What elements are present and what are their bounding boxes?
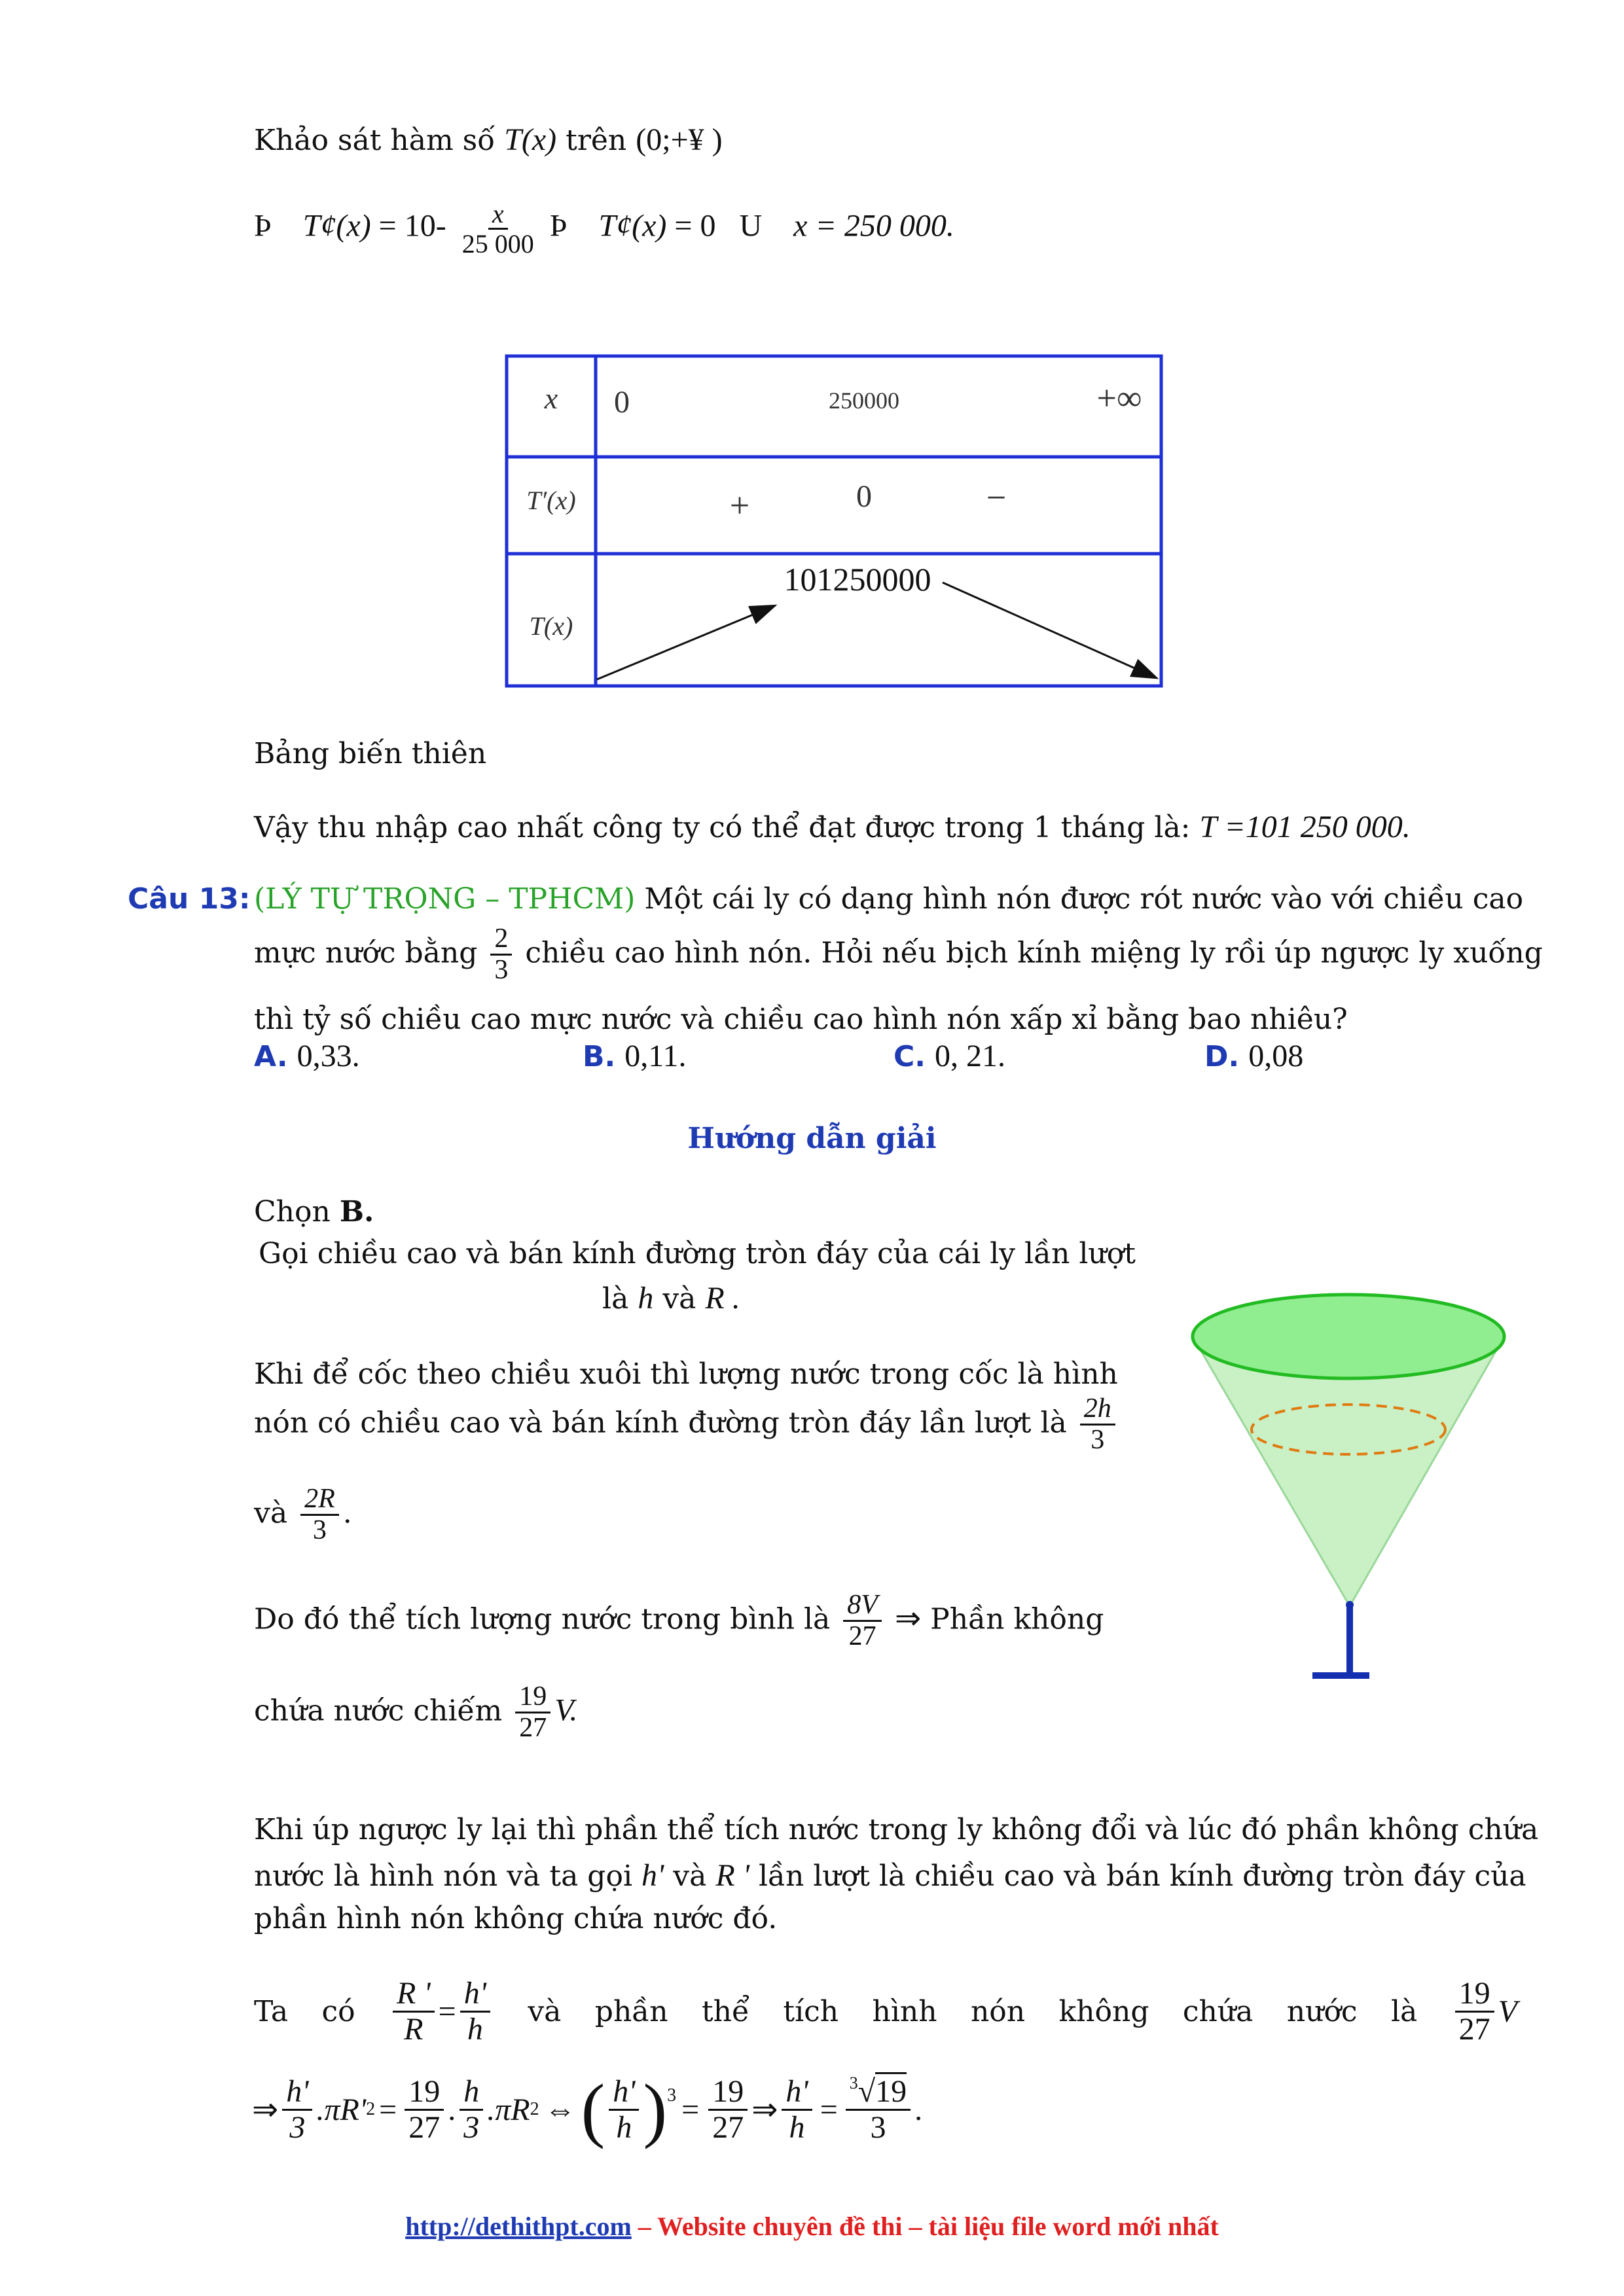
footer-tagline: – Website chuyên đề thi – tài liệu file word mới nhất <box>631 2212 1219 2241</box>
volume-fraction: $\frac{8V}{27}$ <box>843 1590 882 1652</box>
derivative-line: Þ T¢(x) = 10- $\frac{x}{25 000}$ Þ T¢(x) = 0 U x = 250 000. <box>254 199 954 259</box>
sign-negative: − <box>986 478 1007 517</box>
sign-positive: + <box>729 486 750 525</box>
empty-volume-fraction: $\frac{19}{27}$ <box>515 1682 550 1744</box>
row-label-x: x <box>544 382 558 415</box>
cube-root-fraction: $\frac{^3√19}{3}$ <box>846 2074 911 2145</box>
solution-p6: Ta có $\frac{R '}{R}$ = $\frac{h'}{h}$ và phần thể tích hình nón không chứa nước là $\frac{19}{27}$ V <box>254 1976 1517 2047</box>
max-value: 101250000 <box>784 561 931 598</box>
variation-table <box>504 353 1172 694</box>
decrease-arrow <box>943 583 1155 677</box>
sign-zero: 0 <box>856 479 872 514</box>
table-caption: Bảng biến thiên <box>254 737 487 770</box>
solution-p2-line3: và $\frac{2R}{3}$ . <box>254 1484 352 1546</box>
row-label-derivative: T′(x) <box>526 486 576 515</box>
solution-p2-line1: Khi để cốc theo chiều xuôi thì lượng nước trong cốc là hình <box>254 1357 1118 1391</box>
option-b: B. 0,11. <box>583 1039 687 1073</box>
solution-title: Hướng dẫn giải <box>687 1122 937 1155</box>
survey-line: Khảo sát hàm số T(x) trên (0;+¥ ) <box>254 122 723 157</box>
option-d: D. 0,08 <box>1204 1039 1304 1073</box>
solution-p3: Do đó thể tích lượng nước trong bình là $\frac{8V}{27}$ ⇒ Phần không <box>254 1590 1104 1652</box>
x-start: 0 <box>614 385 630 420</box>
question-line-1: (LÝ TỰ TRỌNG – TPHCM) Một cái ly có dạng hình nón được rót nước vào với chiều cao <box>254 882 1524 916</box>
solution-p1-line1: Gọi chiều cao và bán kính đường tròn đáy của cái ly lần lượt <box>259 1237 1136 1270</box>
cone-glass-figure <box>1178 1270 1519 1715</box>
height-fraction: $\frac{2h}{3}$ <box>1080 1394 1115 1456</box>
solution-p4: chứa nước chiếm $\frac{19}{27}$ V. <box>254 1681 578 1744</box>
footer <box>0 2211 1624 2242</box>
footer-link[interactable]: http://dethithpt.com <box>405 2212 632 2241</box>
question-line-3: thì tỷ số chiều cao mực nước và chiều cao hình nón xấp xỉ bằng bao nhiêu? <box>254 1003 1348 1036</box>
derivative-fraction: $\frac{x}{25 000}$ <box>461 199 534 259</box>
increase-arrow <box>597 606 774 679</box>
radius-fraction: $\frac{2R}{3}$ <box>300 1484 339 1546</box>
solution-p2-line2: nón có chiều cao và bán kính đường tròn đáy lần lượt là $\frac{2h}{3}$ <box>254 1394 1119 1456</box>
cone-rim <box>1193 1295 1504 1378</box>
x-critical: 250000 <box>829 387 899 414</box>
solution-p1-line2: là h và R . <box>602 1281 740 1316</box>
question-label: Câu 13: <box>128 882 251 916</box>
option-a: A. 0,33. <box>254 1039 360 1073</box>
question-line-2: mực nước bằng $\frac{2}{3}$ chiều cao hình nón. Hỏi nếu bịch kính miệng ly rồi úp ngược ly xuống <box>254 924 1543 986</box>
final-equation: ⇒ $\frac{h'}{3}$ .πR' 2 = $\frac{19}{27}$ . $\frac{h}{3}$ .πR 2 ⇔ ( $\frac{h'}{h}$ ) $^3$ = $\frac{19}{27}$ ⇒ $\frac{h'}{h}$ = $\frac{^3√19}{3}$ . <box>252 2070 923 2149</box>
question-fraction: $\frac{2}{3}$ <box>490 924 512 986</box>
empty-volume-term: $\frac{19}{27}$ V <box>1451 1977 1517 2047</box>
solution-p5-line1: Khi úp ngược ly lại thì phần thể tích nước trong ly không đổi và lúc đó phần không chứa <box>254 1813 1539 1846</box>
chosen-answer: Chọn B. <box>254 1195 374 1229</box>
solution-p5-line2: nước là hình nón và ta gọi h' và R ' lần lượt là chiều cao và bán kính đường tròn đáy của <box>254 1858 1526 1893</box>
question-source: (LÝ TỰ TRỌNG – TPHCM) <box>254 882 636 916</box>
conclusion: Vậy thu nhập cao nhất công ty có thể đạt được trong 1 tháng là: T =101 250 000. <box>254 810 1411 844</box>
option-c: C. 0, 21. <box>893 1039 1006 1073</box>
row-label-function: T(x) <box>529 611 573 641</box>
solution-p5-line3: phần hình nón không chứa nước đó. <box>254 1902 778 1935</box>
stand-joint <box>1346 1601 1354 1609</box>
ratio-equality: $\frac{R '}{R}$ = $\frac{h'}{h}$ <box>389 1977 494 2047</box>
x-end: +∞ <box>1096 378 1142 418</box>
